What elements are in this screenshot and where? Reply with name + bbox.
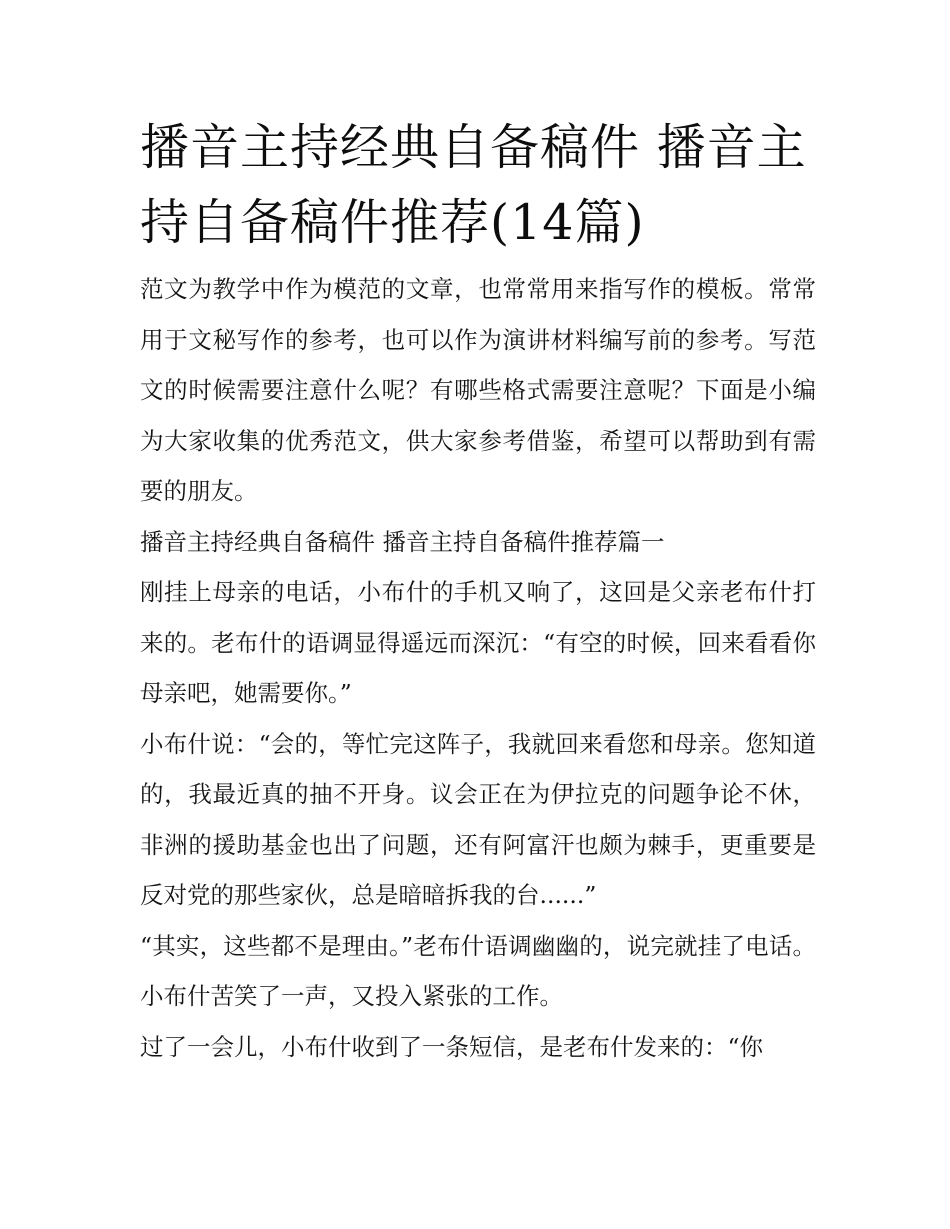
body-paragraph-3: “其实，这些都不是理由。”老布什语调幽幽的，说完就挂了电话。 小布什苦笑了一声，又投入紧张的工作。 <box>140 931 816 1010</box>
document-content <box>140 110 816 1072</box>
body-paragraph-1: 刚挂上母亲的电话，小布什的手机又响了，这回是父亲老布什打来的。老布什的语调显得遥远而深沉：“有空的时候，回来看看你母亲吧，她需要你。” <box>140 578 816 707</box>
intro-paragraph: 范文为教学中作为模范的文章，也常常用来指写作的模板。常常用于文秘写作的参考，也可以作为演讲材料编写前的参考。写范文的时候需要注意什么呢？有哪些格式需要注意呢？下面是小编为大家收集的优秀范文，供大家参考借鉴，希望可以帮助到有需要的朋友。 <box>140 275 816 505</box>
section-heading: 播音主持经典自备稿件 播音主持自备稿件推荐篇一 <box>140 527 665 556</box>
body-paragraph-4: 过了一会儿，小布什收到了一条短信，是老布什发来的：“你 <box>140 1032 764 1061</box>
document-title: 播音主持经典自备稿件 播音主持自备稿件推荐(14篇) <box>140 119 807 251</box>
body-paragraph-2: 小布什说：“会的，等忙完这阵子，我就回来看您和母亲。您知道的，我最近真的抽不开身。议会正在为伊拉克的问题争论不休，非洲的援助基金也出了问题，还有阿富汗也颇为棘手，更重要是反对党的那些家伙，总是暗暗拆我的台......” <box>140 729 816 909</box>
